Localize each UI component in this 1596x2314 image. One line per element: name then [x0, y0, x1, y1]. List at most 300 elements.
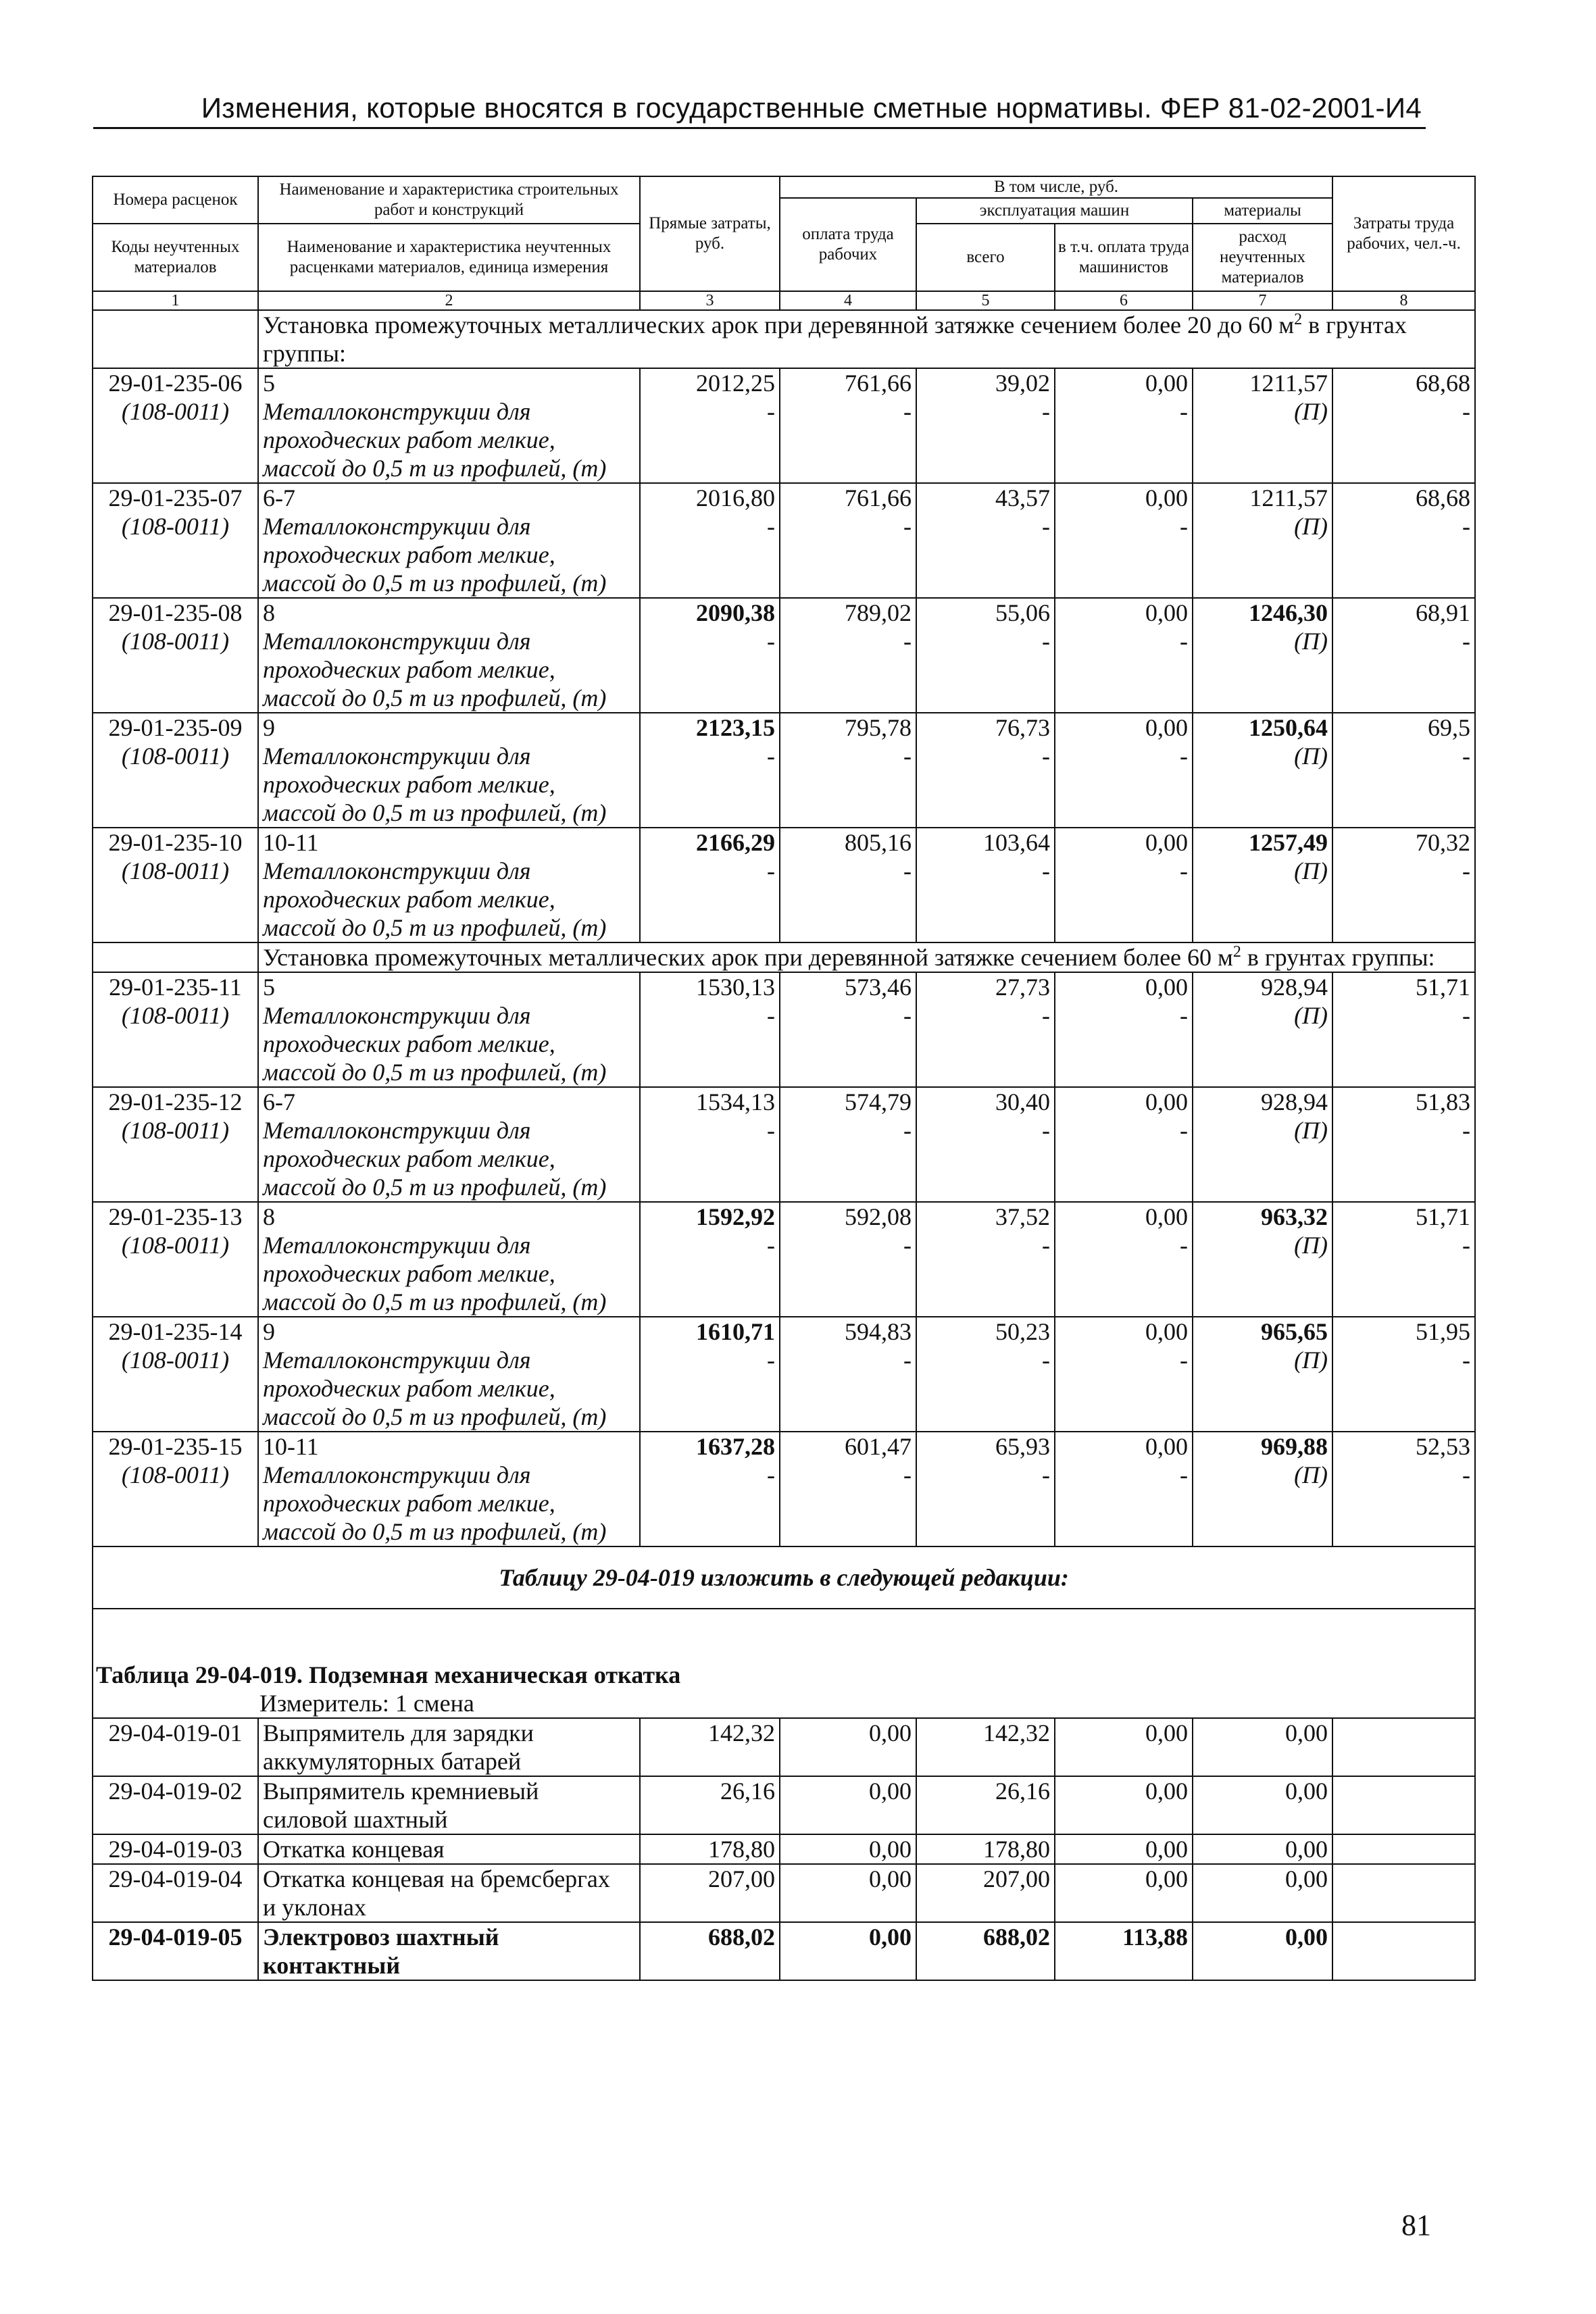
value-cell	[916, 713, 1055, 828]
table-row	[93, 1432, 1475, 1546]
material-unit: (П)	[1294, 1117, 1328, 1144]
value: 0,00	[780, 1922, 916, 1980]
table2-measure: Измеритель: 1 смена	[93, 1689, 1475, 1718]
value: 178,80	[640, 1834, 780, 1864]
value: 0,00	[1145, 599, 1188, 626]
material-name: массой до 0,5 т из профилей, (т)	[263, 570, 607, 597]
value: 0,00	[1055, 1864, 1193, 1922]
empty-cell	[93, 310, 258, 368]
dash: -	[1180, 1347, 1188, 1374]
dash: -	[767, 513, 775, 540]
dash: -	[903, 1117, 912, 1144]
materials-cell	[1193, 368, 1332, 483]
value-cell	[780, 598, 916, 713]
dash: -	[767, 398, 775, 425]
labor-value: 51,95	[1416, 1318, 1471, 1345]
value: 0,00	[1145, 484, 1188, 511]
labor-cell	[1332, 598, 1475, 713]
table-row	[93, 1922, 1475, 1980]
material-name: Металлоконструкции для	[263, 857, 531, 884]
labor-value: 68,68	[1416, 370, 1471, 397]
th-ekspl: эксплуатация машин	[916, 198, 1193, 224]
dash: -	[1042, 1002, 1050, 1029]
value: 0,00	[1193, 1776, 1332, 1834]
value-cell	[780, 1087, 916, 1202]
soil-group: 8	[263, 1203, 275, 1230]
rate-code: 29-01-235-11	[109, 974, 242, 1001]
direct-costs: 1530,13	[696, 974, 775, 1001]
dash: -	[903, 1002, 912, 1029]
rate-code-cell	[93, 713, 258, 828]
dash: -	[903, 513, 912, 540]
dash: -	[767, 743, 775, 770]
direct-costs-cell	[640, 1202, 780, 1317]
th-rashod: расход неучтенных материалов	[1193, 224, 1332, 291]
col-num: 6	[1055, 291, 1193, 310]
value: 0,00	[780, 1718, 916, 1776]
machine-name-cell	[258, 1922, 640, 1980]
materials-value: 1257,49	[1249, 829, 1328, 856]
labor-value: 51,71	[1416, 974, 1471, 1001]
dash: -	[1180, 628, 1188, 655]
th-vsego: всего	[916, 224, 1055, 291]
material-name: проходческих работ мелкие,	[263, 426, 555, 453]
material-name: Металлоконструкции для	[263, 743, 531, 770]
material-unit: (П)	[1294, 1002, 1328, 1029]
machine-name: Откатка концевая	[263, 1836, 445, 1863]
empty-cell	[93, 942, 258, 972]
value-cell	[780, 483, 916, 598]
rate-code: 29-01-235-09	[108, 714, 243, 741]
direct-costs: 1592,92	[696, 1203, 775, 1230]
material-name: проходческих работ мелкие,	[263, 771, 555, 798]
value: 573,46	[845, 974, 912, 1001]
th-naim2: Наименование и характеристика неучтенных расценками материалов, единица измерения	[258, 224, 640, 291]
table-row	[93, 483, 1475, 598]
dash: -	[767, 857, 775, 884]
material-name: Металлоконструкции для	[263, 628, 531, 655]
materials-value: 1211,57	[1249, 370, 1328, 397]
dash: -	[767, 1117, 775, 1144]
value: 55,06	[995, 599, 1050, 626]
rate-code-cell	[93, 1432, 258, 1546]
direct-costs-cell	[640, 1317, 780, 1432]
labor-cell	[1332, 1432, 1475, 1546]
value: 30,40	[995, 1088, 1050, 1115]
value: 26,16	[916, 1776, 1055, 1834]
page-number: 81	[1401, 2209, 1431, 2242]
value-cell	[1055, 828, 1193, 942]
table-row	[93, 1776, 1475, 1834]
intro-row	[93, 1546, 1475, 1609]
dash: -	[1042, 513, 1050, 540]
table2-title-row	[93, 1609, 1475, 1689]
col-num: 4	[780, 291, 916, 310]
rates-table	[92, 176, 1476, 1981]
th-kody: Коды неучтенных материалов	[93, 224, 258, 291]
value: 142,32	[640, 1718, 780, 1776]
rate-code: 29-04-019-05	[93, 1922, 258, 1980]
dash: -	[903, 1232, 912, 1259]
th-materialy: материалы	[1193, 198, 1332, 224]
value: 761,66	[845, 484, 912, 511]
table-row	[93, 368, 1475, 483]
dash: -	[1180, 1117, 1188, 1144]
dash: -	[903, 743, 912, 770]
value: 601,47	[845, 1433, 912, 1460]
dash: -	[1462, 628, 1471, 655]
table-row	[93, 1087, 1475, 1202]
col-num: 1	[93, 291, 258, 310]
value: 142,32	[916, 1718, 1055, 1776]
value: 103,64	[983, 829, 1050, 856]
labor-value: 52,53	[1416, 1433, 1471, 1460]
materials-cell	[1193, 483, 1332, 598]
value-cell	[780, 368, 916, 483]
value: 76,73	[995, 714, 1050, 741]
rate-code-cell	[93, 1317, 258, 1432]
value: 0,00	[780, 1834, 916, 1864]
materials-value: 1250,64	[1249, 714, 1328, 741]
value: 0,00	[1145, 714, 1188, 741]
value-cell	[1055, 1432, 1193, 1546]
rate-name-cell	[258, 972, 640, 1087]
material-name: проходческих работ мелкие,	[263, 1375, 555, 1402]
labor-cell	[1332, 483, 1475, 598]
rate-name-cell	[258, 1432, 640, 1546]
material-code: (108-0011)	[121, 513, 230, 540]
labor-cell	[1332, 972, 1475, 1087]
material-name: массой до 0,5 т из профилей, (т)	[263, 1518, 607, 1545]
dash: -	[767, 1232, 775, 1259]
col-num: 8	[1332, 291, 1475, 310]
material-name: проходческих работ мелкие,	[263, 541, 555, 568]
materials-cell	[1193, 1432, 1332, 1546]
material-name: массой до 0,5 т из профилей, (т)	[263, 1174, 607, 1201]
header-row-1	[93, 176, 1475, 198]
material-unit: (П)	[1294, 398, 1328, 425]
material-name: проходческих работ мелкие,	[263, 1490, 555, 1517]
machine-name: Откатка концевая на бремсбергах	[263, 1865, 610, 1892]
col-num: 3	[640, 291, 780, 310]
direct-costs: 2166,29	[696, 829, 775, 856]
materials-value: 1246,30	[1249, 599, 1328, 626]
labor-value: 69,5	[1428, 714, 1471, 741]
rate-name-cell	[258, 828, 640, 942]
value: 50,23	[995, 1318, 1050, 1345]
material-name: массой до 0,5 т из профилей, (т)	[263, 1403, 607, 1430]
value-cell	[1055, 713, 1193, 828]
dash: -	[1042, 1461, 1050, 1488]
empty-cell	[1332, 1718, 1475, 1776]
material-name: проходческих работ мелкие,	[263, 886, 555, 913]
section-1-title: Установка промежуточных металлических арок при деревянной затяжке сечением более 20 до 60 $м^2$ в грунтах группы:	[258, 310, 1475, 368]
soil-group: 10-11	[263, 1433, 319, 1460]
material-name: массой до 0,5 т из профилей, (т)	[263, 1288, 607, 1315]
table2-measure-row	[93, 1689, 1475, 1718]
soil-group: 6-7	[263, 484, 295, 511]
soil-group: 5	[263, 370, 275, 397]
material-code: (108-0011)	[121, 1002, 230, 1029]
machine-name-cell	[258, 1834, 640, 1864]
material-name: Металлоконструкции для	[263, 1117, 531, 1144]
dash: -	[1462, 513, 1471, 540]
value-cell	[1055, 483, 1193, 598]
value: 0,00	[1055, 1718, 1193, 1776]
material-name: массой до 0,5 т из профилей, (т)	[263, 1059, 607, 1086]
value: 0,00	[1055, 1776, 1193, 1834]
value-cell	[916, 828, 1055, 942]
th-v-tom-chisle: В том числе, руб.	[780, 176, 1332, 198]
material-code: (108-0011)	[121, 398, 230, 425]
th-zatraty: Затраты труда рабочих, чел.-ч.	[1332, 176, 1475, 291]
labor-value: 70,32	[1416, 829, 1471, 856]
material-name: массой до 0,5 т из профилей, (т)	[263, 799, 607, 826]
dash: -	[767, 628, 775, 655]
value: 0,00	[1193, 1718, 1332, 1776]
value: 207,00	[640, 1864, 780, 1922]
labor-cell	[1332, 1087, 1475, 1202]
material-name: Металлоконструкции для	[263, 1461, 531, 1488]
machine-name-cell	[258, 1718, 640, 1776]
machine-name: Выпрямитель кремниевый	[263, 1778, 539, 1805]
direct-costs-cell	[640, 713, 780, 828]
table-row	[93, 1202, 1475, 1317]
material-name: проходческих работ мелкие,	[263, 1030, 555, 1057]
materials-cell	[1193, 713, 1332, 828]
material-code: (108-0011)	[121, 1347, 230, 1374]
material-unit: (П)	[1294, 1232, 1328, 1259]
rate-code-cell	[93, 1087, 258, 1202]
soil-group: 9	[263, 714, 275, 741]
value-cell	[1055, 972, 1193, 1087]
value: 0,00	[1193, 1834, 1332, 1864]
dash: -	[903, 857, 912, 884]
value: 688,02	[916, 1922, 1055, 1980]
table-row	[93, 1317, 1475, 1432]
dash: -	[1462, 1232, 1471, 1259]
material-unit: (П)	[1294, 513, 1328, 540]
col-num: 7	[1193, 291, 1332, 310]
labor-cell	[1332, 713, 1475, 828]
value-cell	[916, 1087, 1055, 1202]
machine-name-cell	[258, 1864, 640, 1922]
th-naim1: Наименование и характеристика строительных работ и конструкций	[258, 176, 640, 224]
machine-name: Выпрямитель для зарядки	[263, 1719, 534, 1746]
value-cell	[1055, 598, 1193, 713]
soil-group: 5	[263, 974, 275, 1001]
rate-code-cell	[93, 828, 258, 942]
material-name: Металлоконструкции для	[263, 1002, 531, 1029]
labor-value: 51,71	[1416, 1203, 1471, 1230]
dash: -	[1462, 857, 1471, 884]
materials-cell	[1193, 1087, 1332, 1202]
rate-code-cell	[93, 368, 258, 483]
value-cell	[780, 1317, 916, 1432]
value: 113,88	[1055, 1922, 1193, 1980]
dash: -	[1180, 743, 1188, 770]
materials-value: 1211,57	[1249, 484, 1328, 511]
value-cell	[916, 483, 1055, 598]
material-code: (108-0011)	[121, 857, 230, 884]
value: 795,78	[845, 714, 912, 741]
rate-name-cell	[258, 1087, 640, 1202]
table-row	[93, 713, 1475, 828]
materials-value: 928,94	[1261, 974, 1328, 1001]
dash: -	[1462, 1117, 1471, 1144]
soil-group: 6-7	[263, 1088, 295, 1115]
machine-name: аккумуляторных батарей	[263, 1748, 522, 1775]
value: 0,00	[1145, 974, 1188, 1001]
soil-group: 8	[263, 599, 275, 626]
material-code: (108-0011)	[121, 1232, 230, 1259]
direct-costs-cell	[640, 598, 780, 713]
dash: -	[1462, 398, 1471, 425]
rate-code: 29-04-019-01	[93, 1718, 258, 1776]
direct-costs-cell	[640, 1087, 780, 1202]
material-name: проходческих работ мелкие,	[263, 656, 555, 683]
dash: -	[1462, 1347, 1471, 1374]
material-unit: (П)	[1294, 1461, 1328, 1488]
dash: -	[1180, 513, 1188, 540]
rate-name-cell	[258, 598, 640, 713]
material-name: Металлоконструкции для	[263, 1347, 531, 1374]
value: 805,16	[845, 829, 912, 856]
dash: -	[1462, 743, 1471, 770]
material-unit: (П)	[1294, 1347, 1328, 1374]
dash: -	[1042, 857, 1050, 884]
materials-cell	[1193, 1202, 1332, 1317]
table-row	[93, 1864, 1475, 1922]
rate-code: 29-01-235-13	[108, 1203, 243, 1230]
material-unit: (П)	[1294, 628, 1328, 655]
direct-costs: 2012,25	[696, 370, 775, 397]
value-cell	[916, 1432, 1055, 1546]
value-cell	[1055, 368, 1193, 483]
rate-code-cell	[93, 598, 258, 713]
materials-cell	[1193, 828, 1332, 942]
dash: -	[1042, 628, 1050, 655]
dash: -	[903, 1461, 912, 1488]
value: 594,83	[845, 1318, 912, 1345]
direct-costs-cell	[640, 1432, 780, 1546]
dash: -	[1462, 1002, 1471, 1029]
materials-value: 965,65	[1261, 1318, 1328, 1345]
rate-name-cell	[258, 483, 640, 598]
section-2-title: Установка промежуточных металлических арок при деревянной затяжке сечением более 60 $м^2$ в грунтах группы:	[258, 942, 1475, 972]
value-cell	[780, 1432, 916, 1546]
machine-name: контактный	[263, 1952, 401, 1979]
th-vtch: в т.ч. оплата труда машинистов	[1055, 224, 1193, 291]
materials-cell	[1193, 972, 1332, 1087]
material-unit: (П)	[1294, 857, 1328, 884]
dash: -	[767, 1002, 775, 1029]
value: 789,02	[845, 599, 912, 626]
value-cell	[1055, 1202, 1193, 1317]
dash: -	[1180, 1461, 1188, 1488]
th-nomera: Номера расценок	[93, 176, 258, 224]
dash: -	[1042, 1117, 1050, 1144]
value: 39,02	[995, 370, 1050, 397]
value: 574,79	[845, 1088, 912, 1115]
direct-costs: 1534,13	[696, 1088, 775, 1115]
labor-cell	[1332, 368, 1475, 483]
value: 0,00	[1145, 1088, 1188, 1115]
value-cell	[780, 828, 916, 942]
material-name: проходческих работ мелкие,	[263, 1145, 555, 1172]
value: 592,08	[845, 1203, 912, 1230]
empty-cell	[1332, 1834, 1475, 1864]
value-cell	[1055, 1087, 1193, 1202]
soil-group: 10-11	[263, 829, 319, 856]
labor-value: 51,83	[1416, 1088, 1471, 1115]
material-code: (108-0011)	[121, 1461, 230, 1488]
material-name: проходческих работ мелкие,	[263, 1260, 555, 1287]
dash: -	[1180, 857, 1188, 884]
soil-group: 9	[263, 1318, 275, 1345]
material-code: (108-0011)	[121, 628, 230, 655]
table-row	[93, 1718, 1475, 1776]
empty-cell	[1332, 1922, 1475, 1980]
dash: -	[1180, 398, 1188, 425]
dash: -	[903, 628, 912, 655]
labor-cell	[1332, 1317, 1475, 1432]
rate-code: 29-01-235-07	[108, 484, 243, 511]
direct-costs-cell	[640, 483, 780, 598]
value-cell	[780, 713, 916, 828]
material-name: Металлоконструкции для	[263, 398, 531, 425]
direct-costs: 2123,15	[696, 714, 775, 741]
value: 0,00	[1145, 829, 1188, 856]
rate-code: 29-01-235-15	[108, 1433, 243, 1460]
value-cell	[916, 598, 1055, 713]
value: 0,00	[1193, 1864, 1332, 1922]
machine-name-cell	[258, 1776, 640, 1834]
value: 207,00	[916, 1864, 1055, 1922]
rate-code: 29-01-235-14	[108, 1318, 243, 1345]
material-name: массой до 0,5 т из профилей, (т)	[263, 914, 607, 941]
labor-cell	[1332, 828, 1475, 942]
labor-value: 68,91	[1416, 599, 1471, 626]
value: 0,00	[1145, 1433, 1188, 1460]
value: 0,00	[1145, 1318, 1188, 1345]
dash: -	[1042, 1347, 1050, 1374]
materials-cell	[1193, 598, 1332, 713]
value: 688,02	[640, 1922, 780, 1980]
th-pryamye: Прямые затраты, руб.	[640, 176, 780, 291]
empty-cell	[1332, 1864, 1475, 1922]
direct-costs: 2090,38	[696, 599, 775, 626]
dash: -	[1180, 1232, 1188, 1259]
materials-value: 963,32	[1261, 1203, 1328, 1230]
value-cell	[916, 972, 1055, 1087]
value: 37,52	[995, 1203, 1050, 1230]
value-cell	[916, 368, 1055, 483]
direct-costs: 2016,80	[696, 484, 775, 511]
rate-name-cell	[258, 368, 640, 483]
materials-value: 928,94	[1261, 1088, 1328, 1115]
table-row	[93, 1834, 1475, 1864]
value: 0,00	[1145, 1203, 1188, 1230]
rate-code: 29-01-235-10	[108, 829, 243, 856]
rate-code: 29-04-019-02	[93, 1776, 258, 1834]
table-row	[93, 598, 1475, 713]
machine-name: и уклонах	[263, 1894, 366, 1921]
material-name: Металлоконструкции для	[263, 1232, 531, 1259]
intro-text: Таблицу 29-04-019 изложить в следующей редакции:	[93, 1546, 1475, 1609]
value-cell	[916, 1202, 1055, 1317]
value: 0,00	[780, 1864, 916, 1922]
